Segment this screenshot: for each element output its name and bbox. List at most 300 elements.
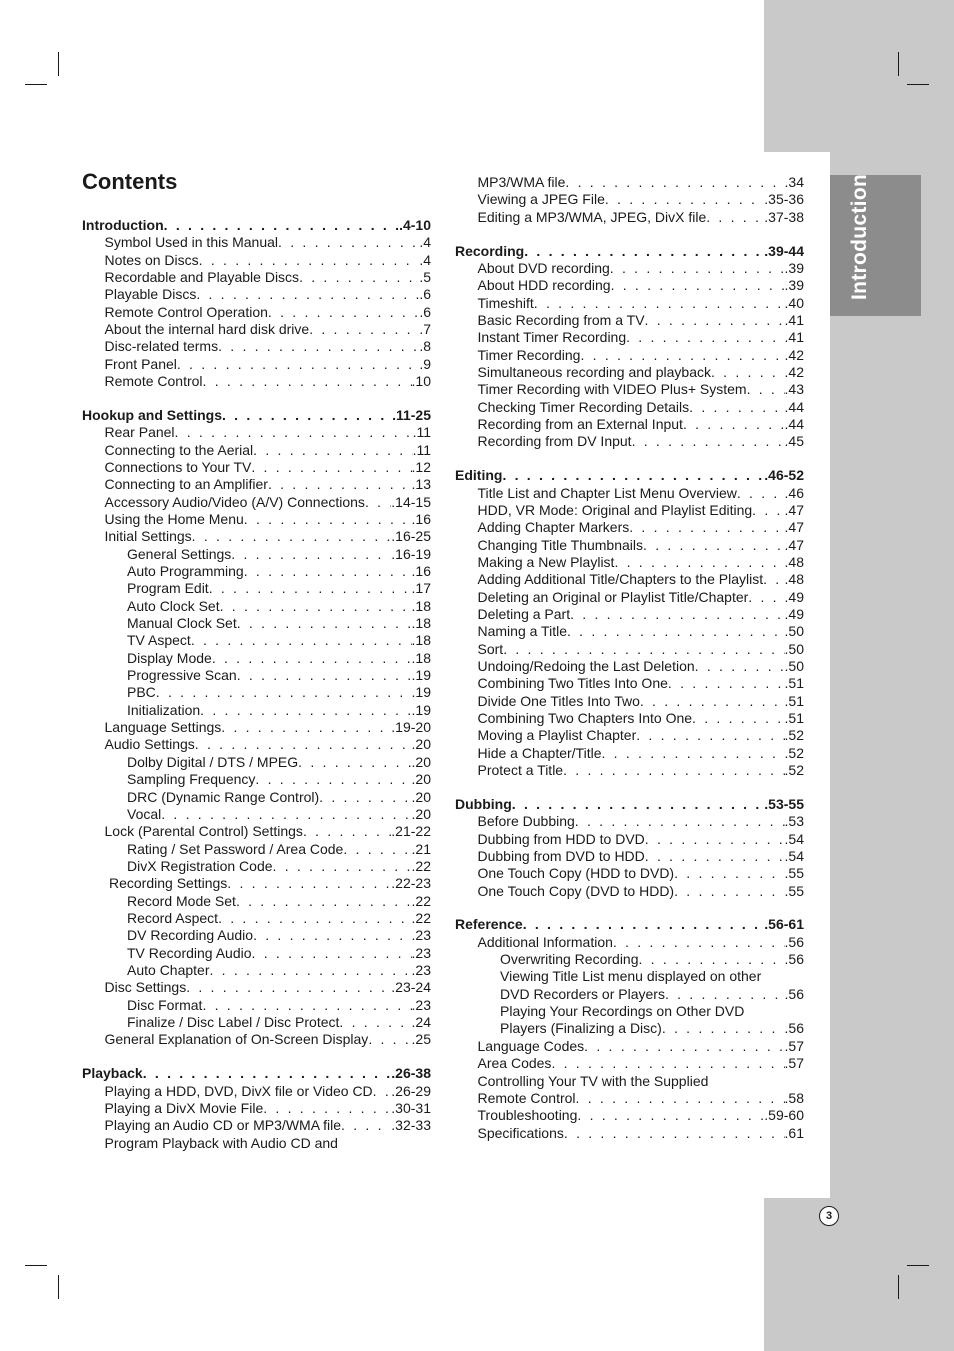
toc-leader-dots <box>202 997 411 1013</box>
toc-heading-title: Dubbing <box>455 795 512 812</box>
toc-leader-dots <box>195 736 412 752</box>
toc-entry <box>455 416 804 433</box>
toc-entry <box>455 381 804 398</box>
toc-leader-dots <box>192 528 392 544</box>
toc-leader-dots <box>299 269 419 285</box>
toc-entry-page: .16 <box>411 511 431 527</box>
toc-entry-title: Recording from DV Input <box>477 433 632 450</box>
toc-entry-page: .61 <box>784 1124 804 1141</box>
toc-leader-dots <box>584 1038 784 1054</box>
toc-entry-title: DV Recording Audio <box>127 927 254 944</box>
toc-entry-title: Rear Panel <box>104 424 175 441</box>
toc-entry-page: .37-38 <box>764 208 804 225</box>
toc-entry-title: Viewing a JPEG File <box>477 191 605 208</box>
toc-entry-page: .18 <box>411 597 431 614</box>
toc-entry-title: Auto Chapter <box>127 961 210 978</box>
toc-entry <box>455 986 804 1003</box>
toc-entry-page: .19 <box>411 684 431 701</box>
toc-leader-dots <box>563 762 784 778</box>
toc-entry <box>455 710 804 727</box>
toc-leader-dots <box>199 252 420 268</box>
toc-entry <box>82 234 431 251</box>
toc-entry <box>82 684 431 701</box>
toc-entry-title: Record Mode Set <box>127 892 236 909</box>
toc-entry-title: Manual Clock Set <box>127 615 237 632</box>
toc-leader-dots <box>605 191 764 207</box>
toc-entry-page: .16-19 <box>391 545 431 562</box>
toc-leader-dots <box>512 796 765 812</box>
toc-entry <box>82 563 431 580</box>
toc-entry <box>455 519 804 536</box>
toc-entry-page: .39 <box>784 277 804 294</box>
toc-entry <box>82 927 431 944</box>
toc-entry-title: Sort <box>477 640 504 657</box>
toc-entry-title: About DVD recording <box>477 259 610 276</box>
toc-entry <box>455 209 804 226</box>
toc-entry <box>455 295 804 312</box>
toc-leader-dots <box>626 329 784 345</box>
toc-leader-dots <box>683 416 785 432</box>
toc-entry <box>82 338 431 355</box>
toc-leader-dots <box>253 442 412 458</box>
toc-entry <box>455 537 804 554</box>
toc-entry-title: Before Dubbing <box>477 813 575 830</box>
toc-entry-title: Initialization <box>127 701 201 718</box>
toc-entry-title: Symbol Used in this Manual <box>104 234 279 251</box>
toc-entry-page: .54 <box>784 830 804 847</box>
toc-entry <box>82 442 431 459</box>
toc-entry-page: .59-60 <box>764 1107 804 1124</box>
toc-entry-title: Area Codes <box>477 1055 552 1072</box>
toc-entry-title: Program Playback with Audio CD and <box>104 1134 338 1151</box>
toc-entry-title: Disc-related terms <box>104 338 219 355</box>
toc-entry-title: DVD Recorders or Players <box>500 985 665 1002</box>
toc-entry <box>82 1135 431 1152</box>
toc-entry-title: Playing a HDD, DVD, DivX file or Video CD <box>104 1082 373 1099</box>
toc-section-heading <box>82 1065 431 1082</box>
toc-leader-dots <box>674 883 784 899</box>
toc-leader-dots <box>244 511 412 527</box>
toc-entry-title: Basic Recording from a TV <box>477 311 645 328</box>
toc-entry <box>82 286 431 303</box>
toc-entry-title: Front Panel <box>104 355 177 372</box>
toc-entry <box>455 675 804 692</box>
toc-leader-dots <box>614 554 784 570</box>
toc-leader-dots <box>339 1014 411 1030</box>
toc-leader-dots <box>263 1100 391 1116</box>
toc-leader-dots <box>309 321 419 337</box>
toc-entry <box>455 831 804 848</box>
toc-entry-page: .20 <box>411 805 431 822</box>
toc-leader-dots <box>218 910 411 926</box>
toc-entry-page: .50 <box>784 640 804 657</box>
toc-heading-page: .4-10 <box>399 217 431 233</box>
toc-entry <box>82 459 431 476</box>
toc-entry <box>82 719 431 736</box>
toc-entry-title: Program Edit <box>127 580 209 597</box>
toc-leader-dots <box>175 424 413 440</box>
toc-leader-dots <box>674 865 784 881</box>
toc-entry-page: .48 <box>784 571 804 588</box>
toc-entry-page: .20 <box>411 788 431 805</box>
toc-entry-page: .12 <box>411 458 431 475</box>
toc-leader-dots <box>253 927 411 943</box>
section-spacer <box>455 451 804 468</box>
toc-entry <box>82 356 431 373</box>
toc-entry <box>455 968 804 985</box>
toc-entry-page: .50 <box>784 623 804 640</box>
toc-leader-dots <box>236 893 412 909</box>
toc-entry <box>82 511 431 528</box>
toc-leader-dots <box>368 1031 411 1047</box>
toc-entry <box>455 606 804 623</box>
toc-entry <box>82 598 431 615</box>
crop-mark <box>25 1265 47 1266</box>
toc-entry-title: Overwriting Recording <box>500 951 639 968</box>
toc-leader-dots <box>645 831 785 847</box>
toc-leader-dots <box>227 875 391 891</box>
toc-section <box>82 1065 431 1152</box>
toc-entry <box>82 823 431 840</box>
toc-leader-dots <box>268 304 419 320</box>
toc-entry <box>455 1090 804 1107</box>
section-spacer <box>455 779 804 796</box>
toc-entry-title: One Touch Copy (HDD to DVD) <box>477 865 675 882</box>
toc-entry <box>82 875 431 892</box>
toc-entry-title: Naming a Title <box>477 623 567 640</box>
toc-entry-page: .17 <box>411 580 431 597</box>
toc-entry <box>455 934 804 951</box>
toc-entry-title: Connections to Your TV <box>104 458 252 475</box>
toc-entry-page: .16-25 <box>391 528 431 545</box>
toc-entry-page: .22 <box>411 909 431 926</box>
toc-entry-page: .47 <box>784 519 804 536</box>
toc-entry-title: TV Recording Audio <box>127 944 252 961</box>
toc-entry-title: Simultaneous recording and playback <box>477 363 711 380</box>
section-spacer <box>82 1049 431 1066</box>
toc-leader-dots <box>303 823 391 839</box>
toc-entry <box>82 546 431 563</box>
toc-entry-page: .23 <box>411 961 431 978</box>
toc-leader-dots <box>662 1020 785 1036</box>
toc-entry <box>455 727 804 744</box>
toc-section-heading <box>455 796 804 813</box>
toc-entry <box>82 841 431 858</box>
toc-entry <box>82 789 431 806</box>
toc-entry-page: .23 <box>411 927 431 944</box>
toc-leader-dots <box>695 658 785 674</box>
toc-entry-page: .42 <box>784 363 804 380</box>
toc-entry-title: Auto Clock Set <box>127 597 220 614</box>
toc-entry-title: Recording from an External Input <box>477 415 683 432</box>
toc-entry-page: .35-36 <box>764 191 804 208</box>
toc-entry-title: Hide a Chapter/Title <box>477 744 602 761</box>
toc-entry-title: Audio Settings <box>104 736 195 753</box>
toc-entry <box>455 433 804 450</box>
toc-entry <box>82 858 431 875</box>
section-spacer <box>82 390 431 407</box>
toc-heading-page: .46-52 <box>764 467 804 484</box>
toc-entry <box>82 893 431 910</box>
toc-leader-dots <box>645 312 785 328</box>
toc-entry-title: Playing a DivX Movie File <box>104 1099 264 1116</box>
toc-entry-title: Language Codes <box>477 1037 585 1054</box>
toc-section <box>455 243 804 451</box>
toc-leader-dots <box>639 951 785 967</box>
toc-entry-title: Checking Timer Recording Details <box>477 398 690 415</box>
toc-entry-page: .22-23 <box>391 875 431 892</box>
toc-entry-page: .56 <box>784 985 804 1002</box>
toc-leader-dots <box>632 433 785 449</box>
toc-entry-page: .22 <box>411 857 431 874</box>
crop-mark <box>907 1265 929 1266</box>
toc-leader-dots <box>748 589 784 605</box>
toc-entry-page: .54 <box>784 847 804 864</box>
section-spacer <box>455 900 804 917</box>
toc-leader-dots <box>640 693 785 709</box>
section-tab <box>830 175 921 316</box>
toc-entry <box>455 260 804 277</box>
toc-leader-dots <box>156 684 412 700</box>
toc-entry-page: .24 <box>411 1013 431 1030</box>
toc-entry-title: Record Aspect <box>127 909 219 926</box>
toc-entry-page: .5 <box>419 269 431 286</box>
toc-heading-title: Reference <box>455 916 523 933</box>
toc-entry <box>82 424 431 441</box>
toc-entry-title: Adding Additional Title/Chapters to the Playlist <box>477 571 764 588</box>
toc-entry <box>455 745 804 762</box>
toc-entry-page: .14-15 <box>391 493 431 510</box>
page-number: 3 <box>819 1206 839 1226</box>
toc-entry-title: Deleting a Part <box>477 605 571 622</box>
toc-entry-page: .40 <box>784 294 804 311</box>
toc-entry-page: .18 <box>411 632 431 649</box>
toc-entry <box>82 945 431 962</box>
toc-entry-page: .39 <box>784 259 804 276</box>
toc-entry-page: .56 <box>784 1020 804 1037</box>
toc-left-column <box>82 217 431 1152</box>
toc-entry-title: Making a New Playlist <box>477 553 615 570</box>
toc-entry-title: HDD, VR Mode: Original and Playlist Editing <box>477 501 753 518</box>
toc-entry-page: .4 <box>419 234 431 251</box>
toc-entry <box>82 702 431 719</box>
toc-leader-dots <box>601 745 784 761</box>
toc-leader-dots <box>577 1107 764 1123</box>
toc-entry-title: General Settings <box>127 545 232 562</box>
toc-entry-page: .44 <box>784 415 804 432</box>
crop-mark <box>907 84 929 85</box>
toc-entry-title: Playing an Audio CD or MP3/WMA file <box>104 1117 342 1134</box>
toc-entry-page: .25 <box>411 1031 431 1048</box>
toc-entry-title: Lock (Parental Control) Settings <box>104 823 303 840</box>
toc-entry-title: Undoing/Redoing the Last Deletion <box>477 657 695 674</box>
toc-section-heading <box>82 217 431 234</box>
toc-entry-title: Recording Settings <box>109 875 228 892</box>
toc-entry <box>455 1038 804 1055</box>
toc-leader-dots <box>752 502 784 518</box>
toc-entry-page: .52 <box>784 762 804 778</box>
toc-leader-dots <box>629 519 784 535</box>
toc-leader-dots <box>668 675 785 691</box>
toc-entry <box>455 554 804 571</box>
section-tab-label: Introduction <box>848 173 871 300</box>
toc-entry-title: Editing a MP3/WMA, JPEG, DivX file <box>477 208 707 225</box>
toc-entry-title: Remote Control Operation <box>104 303 268 320</box>
toc-entry <box>455 329 804 346</box>
toc-leader-dots <box>218 338 419 354</box>
toc-entry <box>455 813 804 830</box>
toc-entry <box>82 667 431 684</box>
toc-entry <box>82 494 431 511</box>
toc-entry-page: .32-33 <box>391 1117 431 1134</box>
toc-heading-title: Hookup and Settings <box>82 406 222 423</box>
toc-leader-dots <box>231 546 391 562</box>
toc-leader-dots <box>747 381 785 397</box>
toc-entry-title: Recordable and Playable Discs <box>104 269 300 286</box>
toc-section <box>455 467 804 779</box>
toc-entry-title: Title List and Chapter List Menu Overview <box>477 484 737 501</box>
toc-heading-page: .11-25 <box>392 406 431 423</box>
toc-entry-title: Remote Control <box>477 1089 576 1106</box>
toc-leader-dots <box>222 407 392 423</box>
toc-heading-page: .26-38 <box>391 1065 431 1082</box>
toc-entry-page: .56 <box>784 951 804 968</box>
toc-entry-title: Connecting to an Amplifier <box>104 476 268 493</box>
toc-leader-dots <box>220 598 412 614</box>
toc-entry <box>455 658 804 675</box>
section-spacer <box>455 226 804 243</box>
toc-entry <box>82 615 431 632</box>
toc-entry-page: .57 <box>784 1037 804 1054</box>
toc-section-heading <box>82 407 431 424</box>
toc-heading-title: Recording <box>455 242 525 259</box>
toc-entry-title: Finalize / Disc Label / Disc Protect <box>127 1013 340 1030</box>
toc-entry-page: .23-24 <box>391 979 431 996</box>
toc-entry-page: .55 <box>784 865 804 882</box>
toc-entry <box>82 632 431 649</box>
toc-entry-page: .9 <box>419 355 431 372</box>
toc-leader-dots <box>611 277 785 293</box>
toc-entry <box>82 771 431 788</box>
toc-section <box>455 796 804 900</box>
crop-mark <box>898 1275 899 1299</box>
toc-entry <box>455 1055 804 1072</box>
toc-leader-dots <box>534 295 785 311</box>
toc-leader-dots <box>610 260 785 276</box>
toc-entry-page: .49 <box>784 588 804 605</box>
toc-entry-title: Sampling Frequency <box>127 771 256 788</box>
toc-entry <box>82 476 431 493</box>
toc-entry-page: .58 <box>784 1089 804 1106</box>
toc-entry <box>82 373 431 390</box>
toc-entry-title: Adding Chapter Markers <box>477 519 630 536</box>
toc-entry <box>82 304 431 321</box>
toc-entry <box>82 1083 431 1100</box>
toc-entry <box>82 528 431 545</box>
toc-entry-title: Initial Settings <box>104 528 192 545</box>
toc-entry-title: Language Settings <box>104 719 222 736</box>
toc-entry-page: .23 <box>411 944 431 961</box>
toc-leader-dots <box>200 702 411 718</box>
crop-mark <box>25 84 47 85</box>
toc-leader-dots <box>273 858 412 874</box>
toc-leader-dots <box>251 459 411 475</box>
toc-leader-dots <box>643 537 785 553</box>
toc-entry-title: Players (Finalizing a Disc) <box>500 1020 662 1037</box>
toc-entry <box>455 312 804 329</box>
toc-entry-page: .52 <box>784 744 804 761</box>
toc-entry <box>455 865 804 882</box>
toc-entry-title: Timeshift <box>477 294 534 311</box>
toc-entry <box>455 1003 804 1020</box>
toc-entry-page: .47 <box>784 536 804 553</box>
toc-entry-title: Remote Control <box>104 373 203 390</box>
toc-entry-title: TV Aspect <box>127 632 191 649</box>
toc-entry <box>82 910 431 927</box>
toc-entry-page: .21 <box>411 840 431 857</box>
toc-entry-title: Using the Home Menu <box>104 511 244 527</box>
toc-entry-page: .20 <box>411 771 431 788</box>
toc-leader-dots <box>244 563 412 579</box>
toc-right-column <box>455 174 804 1142</box>
toc-entry <box>82 806 431 823</box>
toc-leader-dots <box>564 1125 785 1141</box>
toc-leader-dots <box>692 710 785 726</box>
toc-entry-title: Combining Two Chapters Into One <box>477 709 693 726</box>
toc-entry <box>82 1100 431 1117</box>
toc-entry-title: Dubbing from HDD to DVD <box>477 830 645 847</box>
toc-heading-title: Playback <box>82 1065 143 1082</box>
toc-leader-dots <box>237 615 412 631</box>
toc-leader-dots <box>343 841 411 857</box>
toc-entry-page: .41 <box>784 311 804 328</box>
toc-entry-page: .47 <box>784 501 804 518</box>
toc-leader-dots <box>636 727 784 743</box>
toc-leader-dots <box>551 1055 784 1071</box>
toc-entry <box>82 252 431 269</box>
toc-entry-title: One Touch Copy (DVD to HDD) <box>477 882 675 899</box>
toc-entry-title: Dubbing from DVD to HDD <box>477 847 645 864</box>
toc-entry <box>455 762 804 779</box>
toc-leader-dots <box>161 806 411 822</box>
toc-entry-page: .46 <box>784 484 804 501</box>
toc-entry-page: .19 <box>411 701 431 718</box>
toc-entry-page: .56 <box>784 933 804 950</box>
toc-leader-dots <box>177 356 419 372</box>
toc-entry-page: .48 <box>784 553 804 570</box>
toc-leader-dots <box>365 494 391 510</box>
toc-entry-page: .43 <box>784 381 804 398</box>
toc-entry-title: Changing Title Thumbnails <box>477 536 644 553</box>
toc-entry <box>82 650 431 667</box>
toc-entry-title: Vocal <box>127 805 162 822</box>
toc-section-heading <box>455 467 804 484</box>
toc-entry-page: .11 <box>412 424 431 441</box>
toc-entry-page: .41 <box>784 329 804 346</box>
toc-entry-title: Divide One Titles Into Two <box>477 692 640 709</box>
toc-leader-dots <box>524 243 764 259</box>
toc-leader-dots <box>203 373 412 389</box>
toc-entry <box>82 736 431 753</box>
toc-entry-page: .8 <box>419 338 431 355</box>
toc-leader-dots <box>613 934 785 950</box>
toc-leader-dots <box>255 771 411 787</box>
toc-entry <box>455 951 804 968</box>
toc-entry <box>82 1014 431 1031</box>
toc-leader-dots <box>711 364 785 380</box>
page-title: Contents <box>82 169 178 194</box>
toc-entry-title: Notes on Discs <box>104 251 199 268</box>
